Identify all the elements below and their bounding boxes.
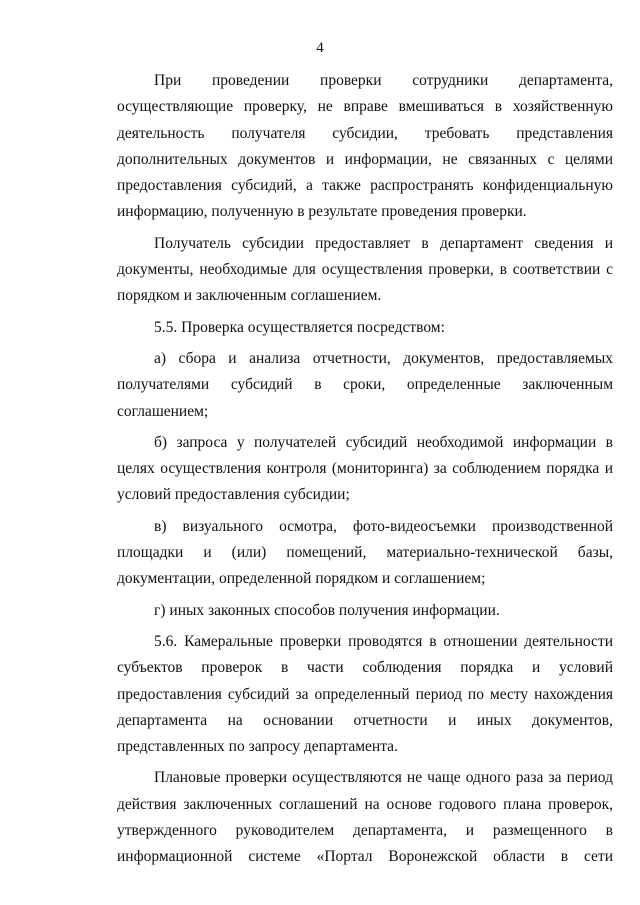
paragraph [117,430,613,509]
text-line: порядком и заключенным соглашением. [117,287,382,305]
text-line: получателями субсидий в сроки, определенные заключенным [117,376,613,394]
text-line: г) иных законных способов получения информации. [154,601,500,619]
text-line: 5.5. Проверка осуществляется посредством: [154,318,445,336]
text-line: осуществляющие проверку, не вправе вмешиваться в хозяйственную [117,98,613,116]
text-line: предоставления субсидий, а также распространять конфиденциальную [117,177,613,195]
text-line: информационной системе «Портал Воронежской области в сети [117,848,613,866]
text-line: 5.6. Камеральные проверки проводятся в отношении деятельности [154,632,613,650]
text-line: Плановые проверки осуществляются не чаще одного раза за период [154,769,613,787]
paragraph [117,231,613,310]
text-line: деятельность получателя субсидии, требовать представления [117,124,613,142]
text-line: соглашением; [117,402,209,420]
text-line: б) запроса у получателей субсидий необходимой информации в [154,433,613,451]
text-line: субъектов проверок в части соблюдения порядка и условий [117,659,613,677]
text-line: утвержденного руководителем департамента, и размещенного в [117,822,613,840]
text-line: Получатель субсидии предоставляет в департамент сведения и [154,234,613,252]
text-line: дополнительных документов и информации, не связанных с целями [117,150,613,168]
text-line: При проведении проверки сотрудники департамента, [154,72,613,89]
paragraph [117,68,613,226]
page-number: 4 [316,40,324,56]
text-line: документы, необходимые для осуществления проверки, в соответствии с [117,261,613,279]
text-line: представленных по запросу департамента. [117,738,398,756]
text-line: в) визуального осмотра, фото-видеосъемки производственной [154,517,613,535]
paragraph [117,765,613,870]
paragraph [117,598,613,624]
text-line: площадки и (или) помещений, материально-технической базы, [117,544,613,562]
text-line: целях осуществления контроля (мониторинга) за соблюдением порядка и [117,460,613,478]
paragraph [117,315,613,341]
text-line: документации, определенной порядком и соглашением; [117,570,486,588]
document-body [117,68,613,876]
paragraph [117,346,613,425]
paragraph [117,629,613,760]
text-line: информацию, полученную в результате проведения проверки. [117,203,527,221]
text-line: а) сбора и анализа отчетности, документов, предоставляемых [154,349,613,367]
text-line: условий предоставления субсидии; [117,486,350,504]
text-line: предоставления субсидий за определенный период по месту нахождения [117,685,613,703]
paragraph [117,514,613,593]
text-line: департамента на основании отчетности и иных документов, [117,711,613,729]
text-line: действия заключенных соглашений на основе годового плана проверок, [117,795,613,813]
